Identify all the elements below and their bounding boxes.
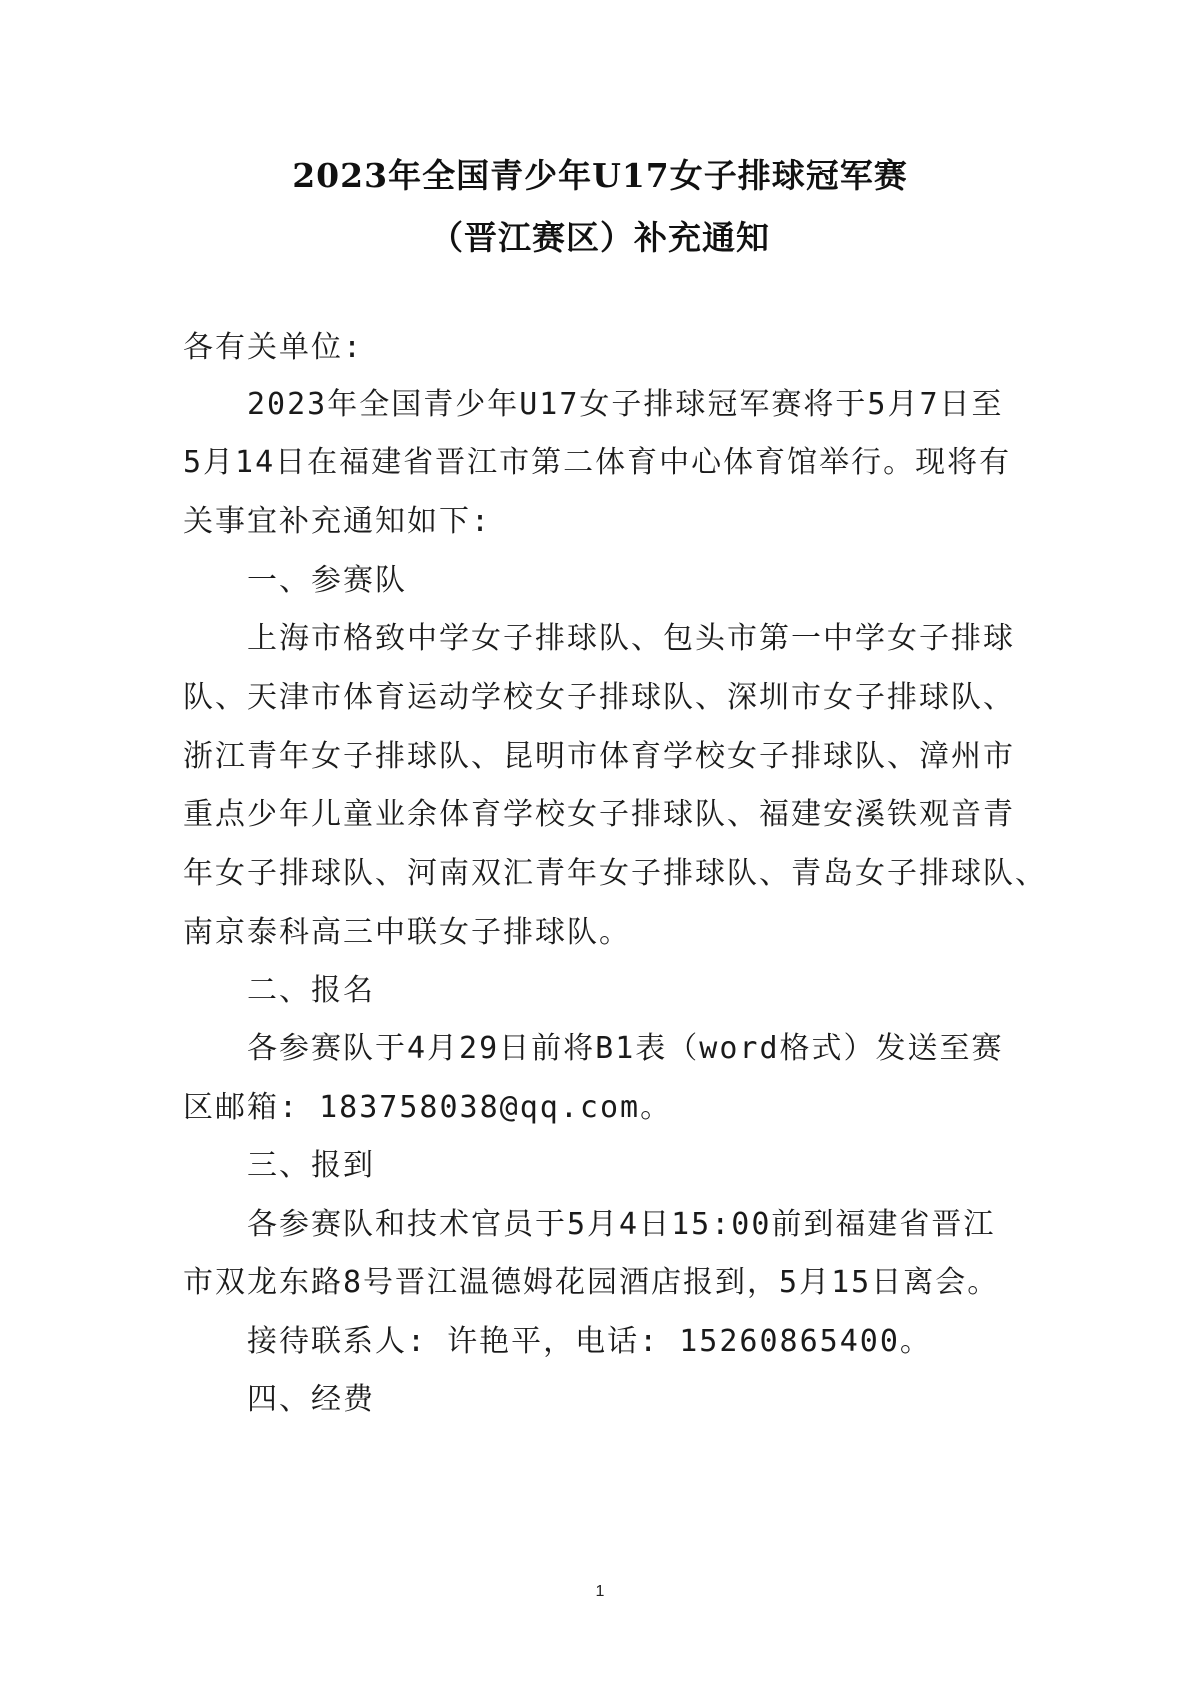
document-subtitle: （晋江赛区）补充通知 <box>430 218 770 257</box>
paragraph-line: 2023年全国青少年U17女子排球冠军赛将于5月7日至 <box>247 387 1004 422</box>
page-number: 1 <box>595 1583 605 1600</box>
paragraph-line: 关事宜补充通知如下: <box>183 504 492 539</box>
paragraph-line: 重点少年儿童业余体育学校女子排球队、福建安溪铁观音青 <box>183 797 1015 832</box>
paragraph-line: 上海市格致中学女子排球队、包头市第一中学女子排球 <box>247 621 1015 656</box>
paragraph-line: 接待联系人: 许艳平，电话: 15260865400。 <box>247 1324 932 1359</box>
section-heading: 三、报到 <box>247 1148 375 1183</box>
section-heading: 四、经费 <box>247 1382 375 1417</box>
paragraph-line: 队、天津市体育运动学校女子排球队、深圳市女子排球队、 <box>183 680 1015 715</box>
paragraph-line: 区邮箱: 183758038@qq.com。 <box>183 1090 673 1125</box>
paragraph-line: 浙江青年女子排球队、昆明市体育学校女子排球队、漳州市 <box>183 739 1015 774</box>
paragraph-line: 年女子排球队、河南双汇青年女子排球队、青岛女子排球队、 <box>183 856 1047 891</box>
salutation: 各有关单位: <box>183 330 364 365</box>
section-heading: 一、参赛队 <box>247 563 407 598</box>
paragraph-line: 各参赛队和技术官员于5月4日15:00前到福建省晋江 <box>247 1207 996 1242</box>
paragraph-line: 5月14日在福建省晋江市第二体育中心体育馆举行。现将有 <box>183 445 1012 480</box>
paragraph-line: 南京泰科高三中联女子排球队。 <box>183 915 631 950</box>
document-title: 2023年全国青少年U17女子排球冠军赛 <box>292 156 908 195</box>
section-heading: 二、报名 <box>247 973 375 1008</box>
paragraph-line: 各参赛队于4月29日前将B1表（word格式）发送至赛 <box>247 1031 1004 1066</box>
paragraph-line: 市双龙东路8号晋江温德姆花园酒店报到，5月15日离会。 <box>183 1265 1000 1300</box>
